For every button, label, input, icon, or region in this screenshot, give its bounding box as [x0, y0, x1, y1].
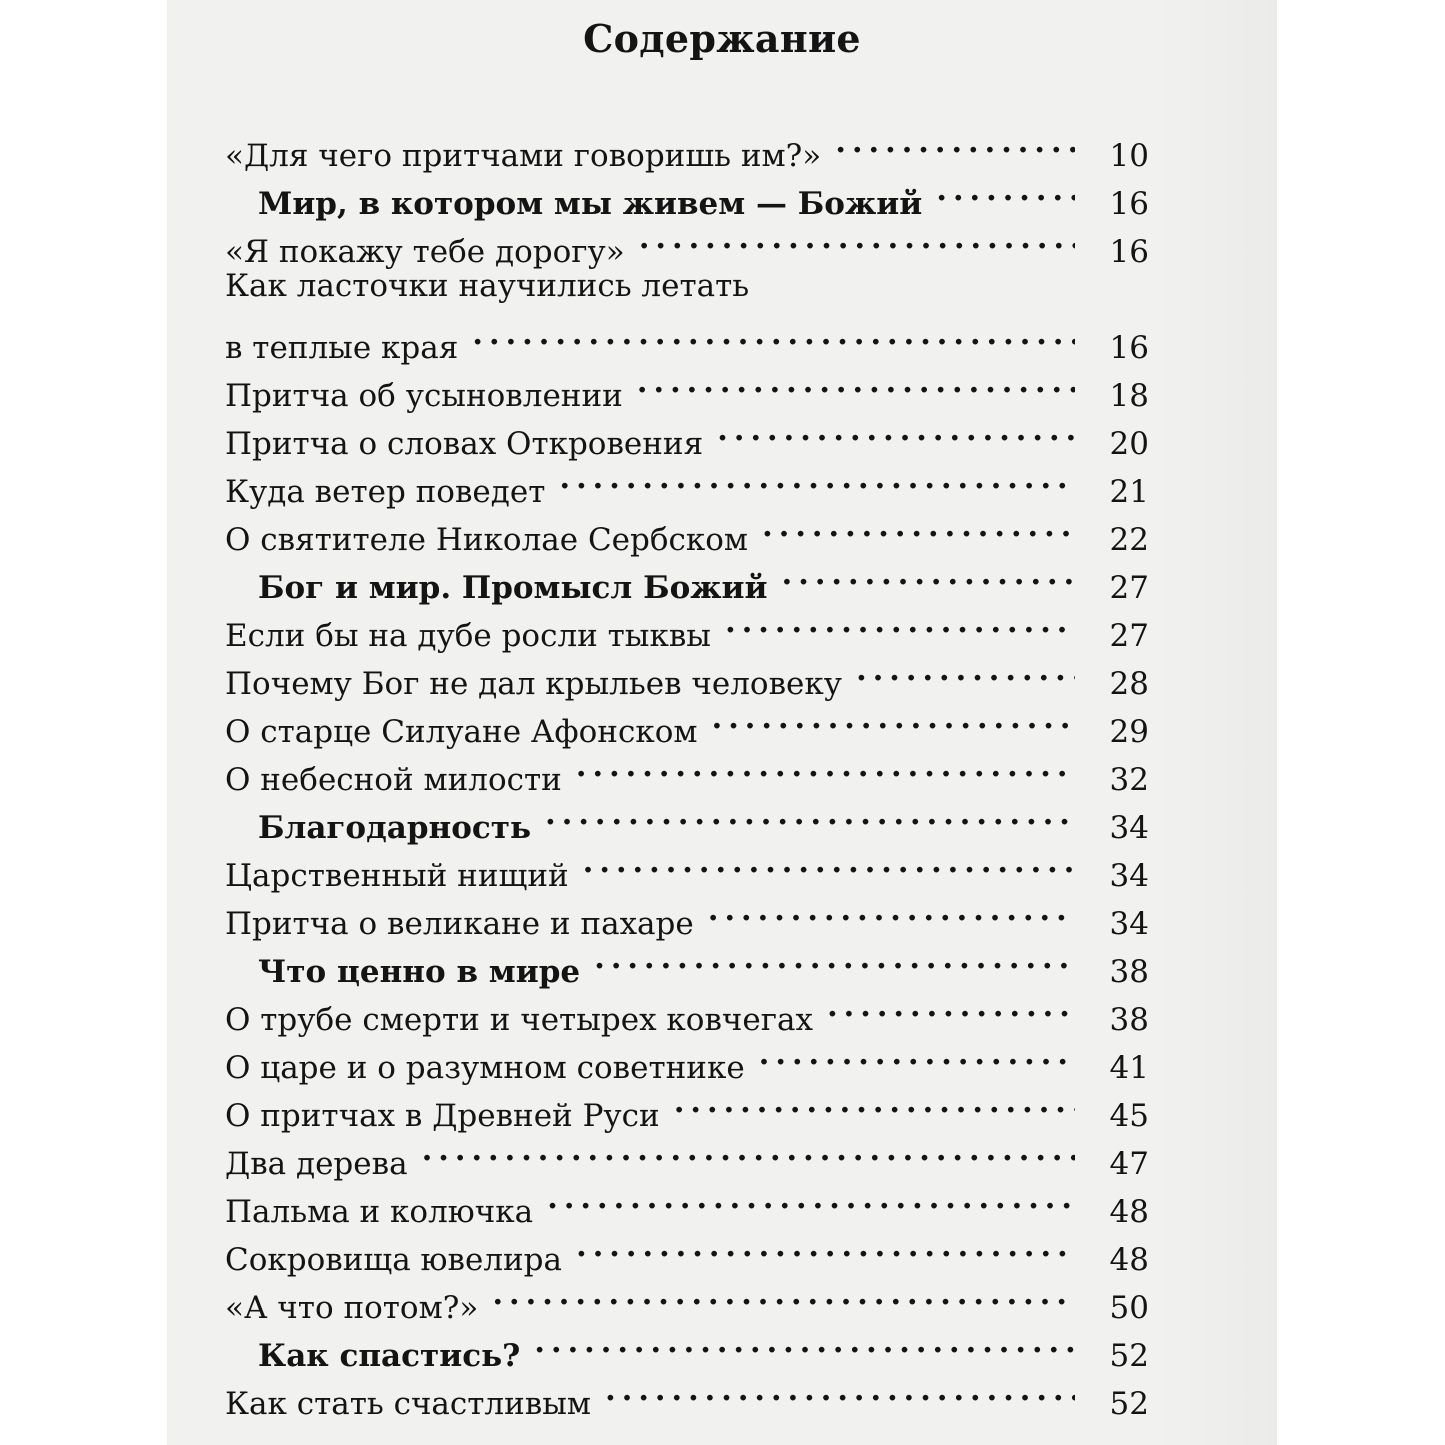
book-page	[167, 0, 1277, 1445]
dot-leader	[545, 790, 1075, 838]
toc-entry-row	[225, 310, 1149, 366]
toc-entry-title: Как ласточки научились летать	[225, 268, 750, 304]
toc-page-number: 48	[1109, 1242, 1149, 1278]
dot-leader	[637, 358, 1075, 406]
toc-entry-title: Почему Бог не дал крыльев человеку	[225, 666, 842, 702]
dot-leader	[534, 1318, 1075, 1366]
dot-leader	[605, 1366, 1075, 1414]
toc-entry-row	[225, 742, 1149, 798]
toc-entry-row	[225, 1222, 1149, 1278]
toc-page-number: 29	[1109, 714, 1149, 750]
dot-leader	[782, 550, 1075, 598]
toc-entry-row	[225, 214, 1149, 270]
toc-entry-row	[225, 1174, 1149, 1230]
toc-entry-row	[225, 598, 1149, 654]
toc-entry-title: Если бы на дубе росли тыквы	[225, 618, 711, 654]
toc-entry-row	[225, 406, 1149, 462]
bleed-through-shadow	[1157, 0, 1277, 1445]
dot-leader	[583, 838, 1075, 886]
toc-entry-title: «Я покажу тебе дорогу»	[225, 234, 625, 270]
page-title: Содержание	[583, 16, 861, 61]
toc-entry-title: Мир, в котором мы живем — Божий	[258, 186, 923, 222]
toc-page-number: 28	[1109, 666, 1149, 702]
toc-entry-row	[225, 502, 1149, 558]
toc-page-number: 22	[1109, 522, 1149, 558]
toc-entry-row	[225, 1366, 1149, 1422]
dot-leader	[674, 1078, 1075, 1126]
toc-page-number: 41	[1109, 1050, 1149, 1086]
toc-page-number: 50	[1109, 1290, 1149, 1326]
toc-page-number: 18	[1109, 378, 1149, 414]
toc-page-number: 16	[1109, 234, 1149, 270]
dot-leader	[827, 982, 1075, 1030]
toc-entry-row	[225, 838, 1149, 894]
toc-entry-row	[225, 646, 1149, 702]
toc-page-number: 27	[1109, 618, 1149, 654]
toc-entry-title: Притча об усыновлении	[225, 378, 623, 414]
dot-leader	[594, 934, 1075, 982]
toc-entry-title: «А что потом?»	[225, 1290, 479, 1326]
dot-leader	[547, 1174, 1075, 1222]
dot-leader	[422, 1126, 1075, 1174]
toc-page-number: 38	[1109, 1002, 1149, 1038]
toc-entry-row	[225, 886, 1149, 942]
toc-entry-title: О небесной милости	[225, 762, 562, 798]
toc-entry-title: Пальма и колючка	[225, 1194, 534, 1230]
toc-entry-title: Два дерева	[225, 1146, 408, 1182]
toc-entry-title: в теплые края	[225, 330, 459, 366]
toc-entry-title: Благодарность	[258, 810, 532, 846]
dot-leader	[835, 118, 1075, 166]
toc-entry-title: О трубе смерти и четырех ковчегах	[225, 1002, 813, 1038]
toc-page-number: 16	[1109, 186, 1149, 222]
dot-leader	[576, 1222, 1075, 1270]
toc-entry-row	[225, 358, 1149, 414]
toc-entry-row	[225, 1270, 1149, 1326]
dot-leader	[492, 1270, 1075, 1318]
toc-entry-title: О царе и о разумном советнике	[225, 1050, 745, 1086]
toc-section-row	[225, 934, 1149, 990]
toc-page-number: 38	[1109, 954, 1149, 990]
toc-section-row	[225, 166, 1149, 222]
toc-page-number: 34	[1109, 858, 1149, 894]
toc-entry-title: Как спастись?	[258, 1338, 521, 1374]
dot-leader	[725, 598, 1075, 646]
toc-entry-title: Что ценно в мире	[258, 954, 581, 990]
toc-page-number: 27	[1109, 570, 1149, 606]
toc-page-number: 45	[1109, 1098, 1149, 1134]
dot-leader	[472, 310, 1075, 358]
toc-entry-title: «Для чего притчами говоришь им?»	[225, 138, 822, 174]
toc-page-number: 52	[1109, 1338, 1149, 1374]
toc-entry-title: О притчах в Древней Руси	[225, 1098, 660, 1134]
toc-entry-title: О святителе Николае Сербском	[225, 522, 749, 558]
toc-page-number: 47	[1109, 1146, 1149, 1182]
toc-entry-row	[225, 1078, 1149, 1134]
toc-page-number: 10	[1109, 138, 1149, 174]
toc-entry-title: Как стать счастливым	[225, 1386, 592, 1422]
toc-entry-row	[225, 454, 1149, 510]
dot-leader	[708, 886, 1075, 934]
toc-page-number: 48	[1109, 1194, 1149, 1230]
toc-entry-title: О старце Силуане Афонском	[225, 714, 698, 750]
toc-entry-title: Притча о великане и пахаре	[225, 906, 694, 942]
toc-page-number: 21	[1109, 474, 1149, 510]
toc-entry-title: Притча о словах Откровения	[225, 426, 704, 462]
dot-leader	[759, 1030, 1075, 1078]
toc-entry-row	[225, 118, 1149, 174]
toc-section-row	[225, 550, 1149, 606]
toc-page-number: 34	[1109, 906, 1149, 942]
toc-page-number: 16	[1109, 330, 1149, 366]
toc-page-number: 34	[1109, 810, 1149, 846]
toc-entry-title: Царственный нищий	[225, 858, 569, 894]
dot-leader	[856, 646, 1075, 694]
dot-leader	[762, 502, 1075, 550]
table-of-contents	[225, 118, 1149, 1422]
dot-leader	[639, 214, 1075, 262]
toc-entry-row	[225, 982, 1149, 1038]
toc-section-row	[225, 1318, 1149, 1374]
toc-entry-row	[225, 1030, 1149, 1086]
toc-entry-row	[225, 262, 1149, 310]
toc-entry-title: Бог и мир. Промысл Божий	[258, 570, 768, 606]
toc-page-number: 20	[1109, 426, 1149, 462]
dot-leader	[559, 454, 1075, 502]
dot-leader	[717, 406, 1075, 454]
toc-page-number: 32	[1109, 762, 1149, 798]
toc-section-row	[225, 790, 1149, 846]
dot-leader	[711, 694, 1075, 742]
toc-page-number: 52	[1109, 1386, 1149, 1422]
dot-leader	[936, 166, 1075, 214]
dot-leader	[576, 742, 1075, 790]
toc-entry-row	[225, 694, 1149, 750]
toc-entry-title: Куда ветер поведет	[225, 474, 546, 510]
toc-entry-title: Сокровища ювелира	[225, 1242, 563, 1278]
toc-entry-row	[225, 1126, 1149, 1182]
